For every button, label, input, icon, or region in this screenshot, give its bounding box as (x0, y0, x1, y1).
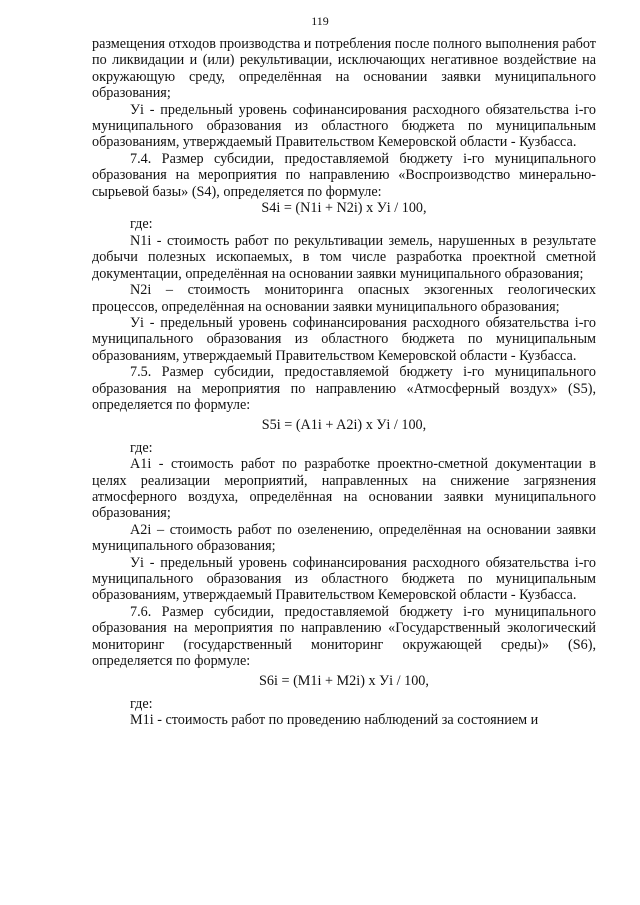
document-body (92, 36, 596, 729)
paragraph-yi-definition: Уi - предельный уровень софинансирования расходного обязательства i-го муниципального образования из областного бюджета по муниципальным образованиям, утверждаемый Правительством Кемеровской области - Кузбасса. (92, 101, 596, 151)
formula-s5: S5i = (A1i + A2i) x Уi / 100, (261, 417, 427, 434)
paragraph-waste-continuation: размещения отходов производства и потребления после полного выполнения работ по ликвидации и (или) рекультивации, исключающих негативное воздействие на окружающую среду, определённая на основании заявки муниципального образования; (92, 36, 596, 102)
paragraph-section-7-5: 7.5. Размер субсидии, предоставляемой бюджету i-го муниципального образования на мероприятия по направлению «Атмосферный воздух» (S5), определяется по формуле: (92, 364, 596, 413)
paragraph-m1i-definition: M1i - стоимость работ по проведению наблюдений за состоянием и (130, 712, 539, 729)
paragraph-section-7-6: 7.6. Размер субсидии, предоставляемой бюджету i-го муниципального образования на мероприятия по направлению «Государственный экологический мониторинг (государственный мониторинг окружающей среды)» (S6), определяется по формуле: (92, 603, 596, 670)
where-label: где: (130, 439, 153, 456)
paragraph-section-7-4: 7.4. Размер субсидии, предоставляемой бюджету i-го муниципального образования на мероприятия по направлению «Воспроизводство минерально-сырьевой базы» (S4), определяется по формуле: (92, 150, 596, 200)
formula-s6: S6i = (M1i + M2i) x Уi / 100, (259, 673, 429, 690)
where-label: где: (130, 216, 153, 233)
where-label: где: (130, 695, 153, 712)
paragraph-yi-definition: Уi - предельный уровень софинансирования расходного обязательства i-го муниципального образования из областного бюджета по муниципальным образованиям, утверждаемый Правительством Кемеровской области - Кузбасса. (92, 554, 596, 604)
formula-s4: S4i = (N1i + N2i) x Уi / 100, (261, 200, 427, 217)
paragraph-a1i-definition: A1i - стоимость работ по разработке проектно-сметной документации в целях реализации мероприятий, направленных на снижение загрязнения атмосферного воздуха, определённая на основании заявки муниципального образования; (92, 456, 596, 522)
paragraph-a2i-definition: A2i – стоимость работ по озеленению, определённая на основании заявки муниципального образования; (92, 521, 596, 555)
paragraph-yi-definition: Уi - предельный уровень софинансирования расходного обязательства i-го муниципального образования из областного бюджета по муниципальным образованиям, утверждаемый Правительством Кемеровской области - Кузбасса. (92, 314, 596, 364)
paragraph-n1i-definition: N1i - стоимость работ по рекультивации земель, нарушенных в результате добычи полезных ископаемых, в том числе разработка проектной сметной документации, определённая на основании заявки муниципального образования; (92, 232, 596, 282)
page-number: 119 (311, 14, 329, 28)
paragraph-n2i-definition: N2i – стоимость мониторинга опасных экзогенных геологических процессов, определённая на основании заявки муниципального образования; (92, 282, 596, 315)
